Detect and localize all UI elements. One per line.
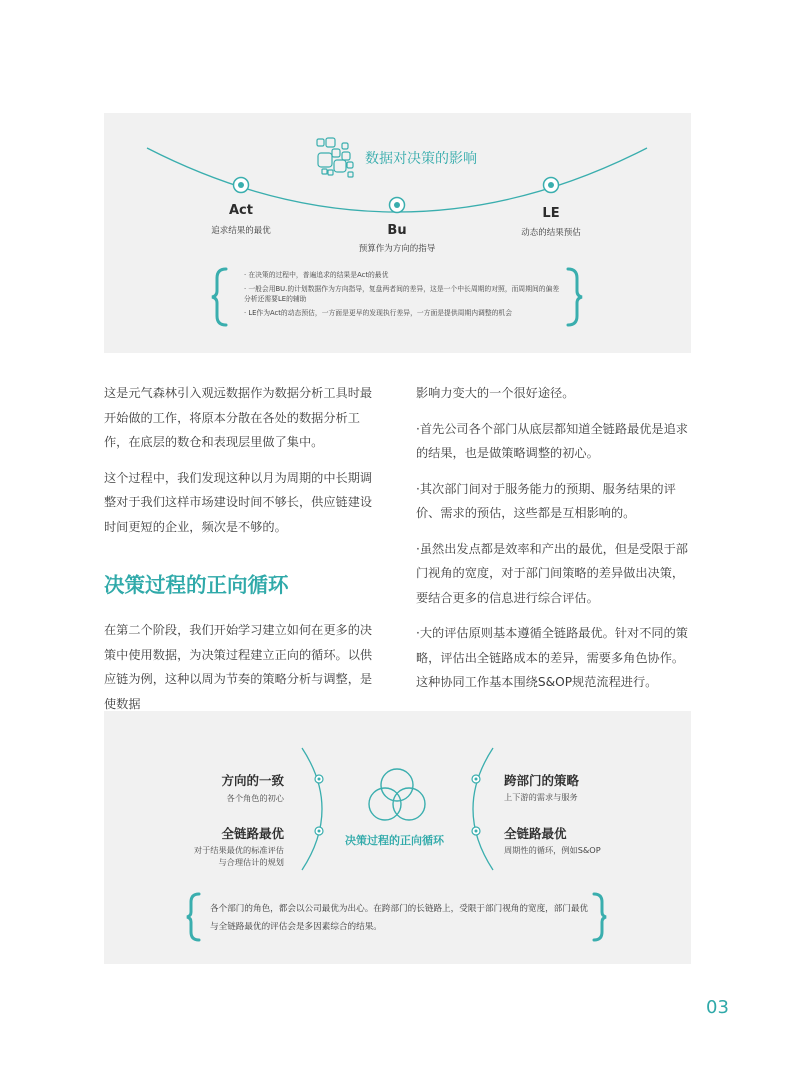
left-marker-bottom	[315, 827, 323, 835]
body-paragraph: ·其次部门间对于服务能力的预期、服务结果的评价、需求的预估，这些都是互相影响的。	[416, 481, 676, 520]
decision-impact-panel	[104, 113, 691, 353]
right-item-title: 跨部门的策略	[504, 773, 580, 788]
left-column-text	[104, 381, 382, 550]
venn-circles-icon	[369, 769, 425, 820]
page-number: 03	[706, 997, 729, 1018]
cycle-center-label: 决策过程的正向循环	[345, 834, 444, 847]
right-arc	[473, 748, 493, 870]
left-item-title: 全链路最优	[221, 826, 284, 841]
act-node-marker	[234, 178, 249, 193]
left-marker-top	[315, 775, 323, 783]
right-brace	[594, 894, 606, 940]
body-paragraph: 影响力变大的一个很好途径。	[416, 386, 575, 400]
right-item-desc: 上下游的需求与服务	[504, 792, 578, 802]
body-paragraph: ·虽然出发点都是效率和产出的最优，但是受限于部门视角的宽度，对于部门间策略的差异做出决策，要结合更多的信息进行综合评估。	[416, 541, 688, 605]
body-paragraph: ·首先公司各个部门从底层都知道全链路最优是追求的结果，也是做策略调整的初心。	[416, 421, 688, 460]
left-brace	[187, 894, 199, 940]
body-paragraph: 这个过程中，我们发现这种以月为周期的中长期调整对于我们这样市场建设时间不够长，供应链建设时间更短的企业，频次是不够的。	[104, 470, 373, 534]
le-description: 动态的结果预估	[521, 228, 581, 238]
act-description: 追求结果的最优	[211, 226, 271, 236]
data-blocks-icon	[317, 138, 353, 177]
body-paragraph: 在第二个阶段，我们开始学习建立如何在更多的决策中使用数据，为决策过程建立正向的循环。以供应链为例，这种以周为节奏的策略分析与调整，是使数据	[104, 623, 373, 711]
bu-node-marker	[390, 198, 405, 213]
positive-cycle-panel	[104, 711, 691, 964]
impact-notes	[244, 270, 564, 322]
right-marker-top	[472, 775, 480, 783]
body-paragraph: ·大的评估原则基本遵循全链路最优。针对不同的策略，评估出全链路成本的差异，需要多角色协作。这种协同工作基本围绕S&OP规范流程进行。	[416, 626, 688, 689]
left-item-title: 方向的一致	[221, 773, 284, 788]
left-arc	[302, 748, 322, 870]
cycle-note: 各个部门的角色，都会以公司最优为出心。在跨部门的长链路上，受限于部门视角的宽度，部门最优与全链路最优的评估会是多因素综合的结果。	[210, 904, 589, 932]
right-marker-bottom	[472, 827, 480, 835]
right-item-title: 全链路最优	[504, 826, 567, 841]
note-item: · 在决策的过程中，普遍追求的结果是Act的最优	[244, 270, 564, 280]
le-label: LE	[542, 206, 560, 221]
left-item-desc: 对于结果最优的标准评估 与合理估计的规划	[193, 845, 284, 867]
note-item: · LE作为Act的动态预估，一方面是更早的发现执行差异，一方面是提供周期内调整的机会	[244, 308, 564, 318]
right-brace	[568, 269, 582, 325]
bu-label: Bu	[387, 223, 407, 238]
bu-description: 预算作为方向的指导	[358, 244, 436, 254]
note-item: · 一般会用BU.的计划数据作为方向指导，复盘两者间的差异，这是一个中长周期的对照，而周期间的偏差分析还需要LE的辅助	[244, 284, 564, 304]
le-node-marker	[544, 178, 559, 193]
right-column-text	[416, 381, 694, 706]
act-label: Act	[229, 203, 253, 218]
right-item-desc: 周期性的循环，例如S&OP	[504, 845, 601, 855]
left-brace	[212, 269, 226, 325]
panel-title: 数据对决策的影响	[365, 151, 477, 167]
left-item-desc: 各个角色的初心	[226, 793, 284, 803]
section-heading: 决策过程的正向循环	[104, 573, 289, 597]
body-paragraph: 这是元气森林引入观远数据作为数据分析工具时最开始做的工作，将原本分散在各处的数据分析工作，在底层的数仓和表现层里做了集中。	[104, 386, 373, 449]
